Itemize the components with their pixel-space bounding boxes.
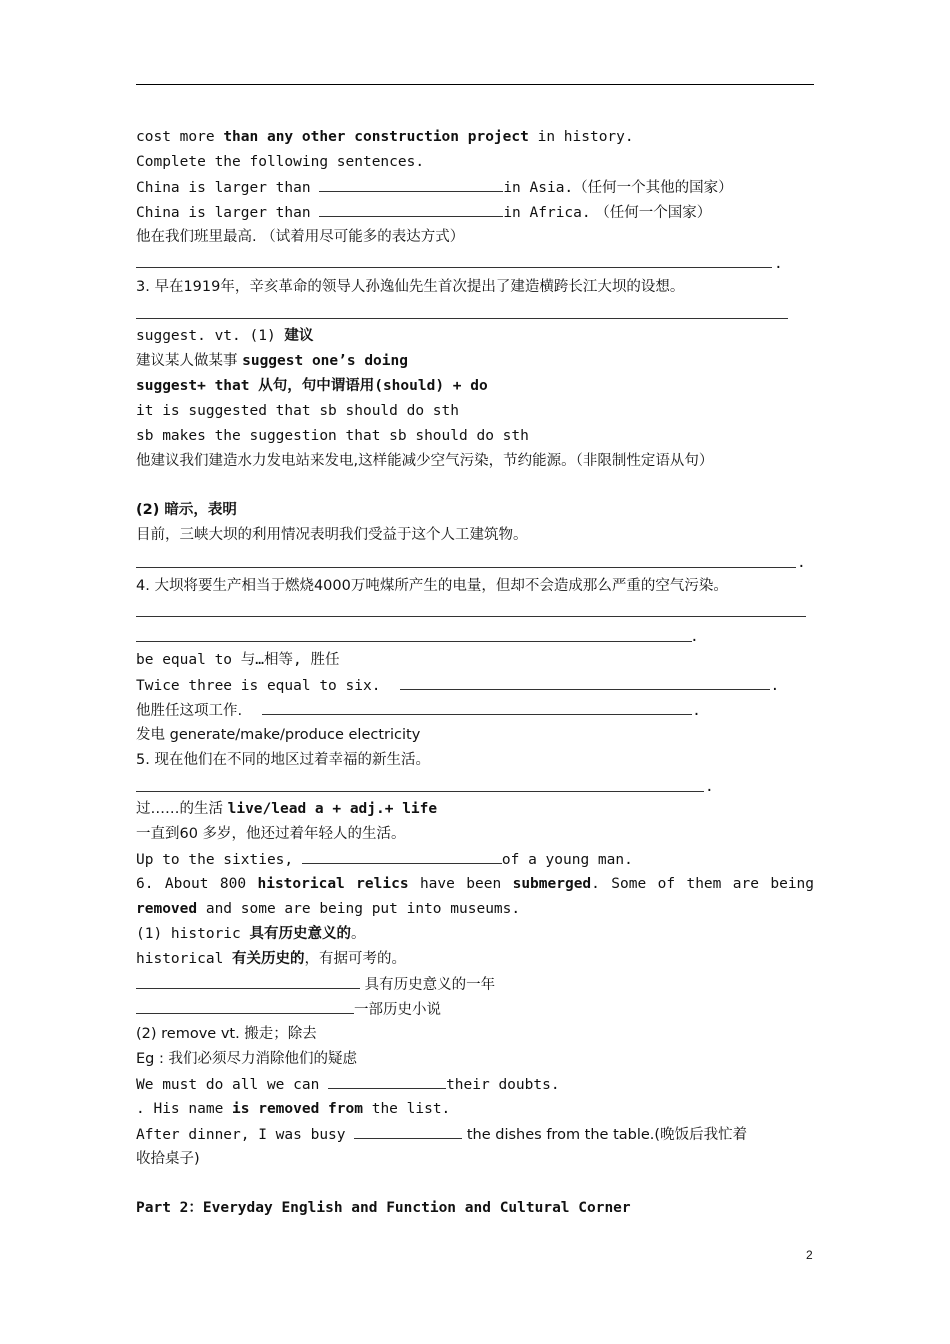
item-4-sentence: 4. 大坝将要生产相当于燃烧4000万吨煤所产生的电量，但却不会造成那么严重的空气污染。 bbox=[136, 578, 728, 594]
answer-line[interactable] bbox=[136, 616, 806, 617]
dam-exercise: 目前，三峡大坝的利用情况表明我们受益于这个人工建筑物。 bbox=[136, 527, 528, 543]
exercise-tallest: 他在我们班里最高. （试着用尽可能多的表达方式） bbox=[136, 229, 465, 245]
item-5-sentence: 5. 现在他们在不同的地区过着幸福的新生活。 bbox=[136, 752, 430, 768]
item-6-sentence-cont: removed and some are being put into museums. bbox=[136, 901, 521, 917]
answer-line[interactable] bbox=[136, 791, 704, 792]
sixties-exercise: Up to the sixties, of a young man. bbox=[136, 849, 633, 870]
answer-blank[interactable] bbox=[136, 999, 354, 1014]
suggest-meaning-2: (2) 暗示，表明 bbox=[136, 502, 237, 518]
item-3-sentence: 3. 早在1919年，辛亥革命的领导人孙逸仙先生首次提出了建造横跨长江大坝的设想。 bbox=[136, 279, 685, 295]
period: . bbox=[774, 256, 783, 272]
equal-to-example: Twice three is equal to six. . bbox=[136, 675, 779, 696]
answer-blank[interactable] bbox=[262, 700, 692, 715]
after-dinner-exercise: After dinner, I was busy the dishes from the table.(晚饭后我忙着 bbox=[136, 1124, 747, 1145]
historical-novel-exercise: 一部历史小说 bbox=[136, 999, 441, 1020]
answer-blank[interactable] bbox=[400, 675, 770, 690]
text-line-cost-more: cost more than any other construction project in history. bbox=[136, 129, 634, 145]
page-number: 2 bbox=[806, 1248, 813, 1262]
remove-example-cn: Eg : 我们必须尽力消除他们的疑虑 bbox=[136, 1051, 357, 1067]
period: . bbox=[705, 779, 714, 795]
instruction-line: Complete the following sentences. bbox=[136, 154, 425, 170]
period: . bbox=[690, 629, 699, 645]
historic-year-exercise: 具有历史意义的一年 bbox=[136, 974, 495, 995]
answer-blank[interactable] bbox=[136, 974, 360, 989]
removed-from-example: . His name is removed from the list. bbox=[136, 1101, 451, 1117]
answer-blank[interactable] bbox=[302, 849, 502, 864]
suggest-usage-2: suggest+ that 从句，句中谓语用(should) + do bbox=[136, 378, 488, 394]
historic-definition: (1) historic 具有历史意义的。 bbox=[136, 926, 366, 942]
suggest-heading: suggest. vt. (1) 建议 bbox=[136, 328, 314, 344]
answer-blank[interactable] bbox=[328, 1074, 446, 1089]
historical-definition: historical 有关历史的，有据可考的。 bbox=[136, 951, 407, 967]
after-dinner-exercise-cont: 收拾桌子) bbox=[136, 1151, 200, 1167]
answer-line[interactable] bbox=[136, 318, 788, 319]
suggest-usage-4: sb makes the suggestion that sb should do sth bbox=[136, 428, 529, 444]
suggest-exercise: 他建议我们建造水力发电站来发电,这样能减少空气污染，节约能源。（非限制性定语从句） bbox=[136, 453, 714, 469]
live-a-life-phrase: 过……的生活 live/lead a + adj.+ life bbox=[136, 801, 438, 817]
equal-to-exercise: 他胜任这项工作. . bbox=[136, 700, 701, 721]
header-rule bbox=[136, 84, 814, 85]
answer-blank[interactable] bbox=[319, 202, 503, 217]
answer-blank[interactable] bbox=[354, 1124, 462, 1139]
suggest-usage-1: 建议某人做某事 suggest one’s doing bbox=[136, 353, 408, 369]
item-6-sentence: 6. About 800 historical relics have been submerged. Some of them are being bbox=[136, 876, 815, 892]
suggest-usage-3: it is suggested that sb should do sth bbox=[136, 403, 460, 419]
answer-line[interactable] bbox=[136, 567, 796, 568]
remove-exercise: We must do all we can their doubts. bbox=[136, 1074, 560, 1095]
equal-to-definition: be equal to 与…相等, 胜任 bbox=[136, 652, 340, 668]
remove-definition: (2) remove vt. 搬走；除去 bbox=[136, 1026, 317, 1042]
live-a-life-exercise: 一直到60 多岁，他还过着年轻人的生活。 bbox=[136, 826, 406, 842]
part-2-heading: Part 2：Everyday English and Function and Cultural Corner bbox=[136, 1200, 631, 1216]
answer-blank[interactable] bbox=[319, 177, 503, 192]
answer-line[interactable] bbox=[136, 267, 772, 268]
generate-electricity: 发电 generate/make/produce electricity bbox=[136, 727, 421, 743]
exercise-africa: China is larger than in Africa. （任何一个国家） bbox=[136, 202, 711, 223]
answer-line[interactable] bbox=[136, 641, 692, 642]
exercise-asia: China is larger than in Asia.（任何一个其他的国家） bbox=[136, 177, 733, 198]
period: . bbox=[797, 555, 806, 571]
